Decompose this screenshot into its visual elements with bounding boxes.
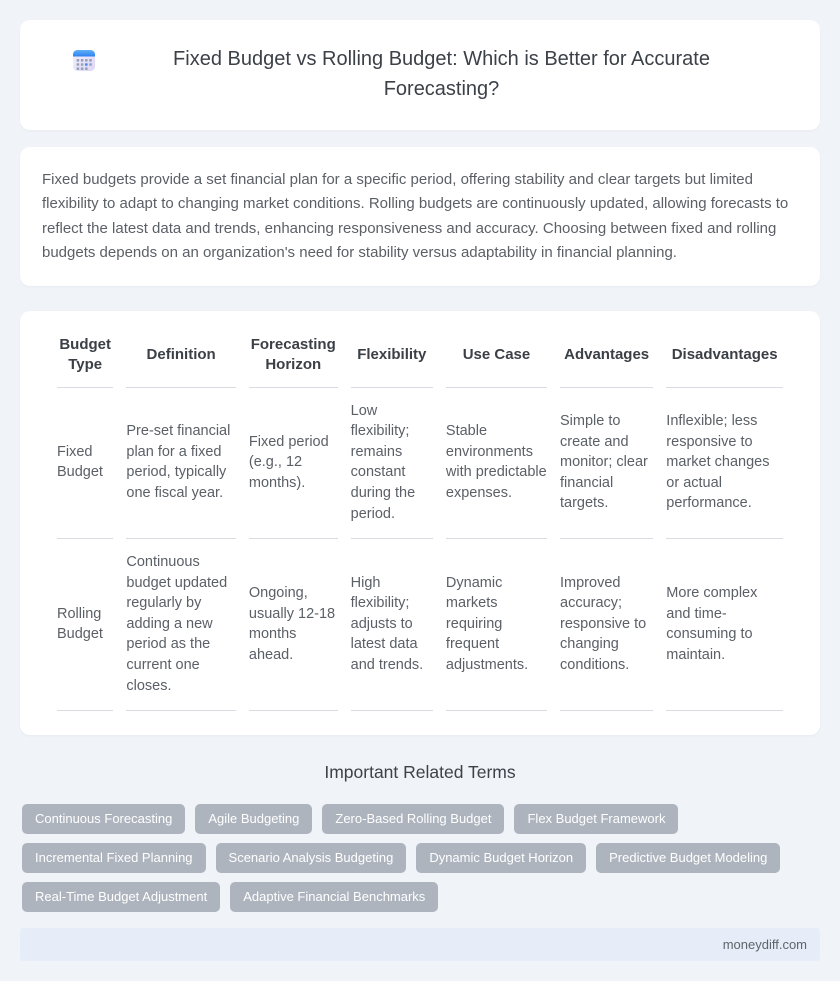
term-tag-adaptive-financial-benchmarks[interactable]: Adaptive Financial Benchmarks (230, 882, 438, 912)
column-header-budget-type: Budget Type (57, 331, 113, 388)
cell-forecasting-horizon: Ongoing, usually 12-18 months ahead. (249, 539, 338, 711)
cell-budget-type: Rolling Budget (57, 539, 113, 711)
column-header-disadvantages: Disadvantages (666, 331, 783, 388)
cell-disadvantages: More complex and time-consuming to maintain. (666, 539, 783, 711)
cell-flexibility: High flexibility; adjusts to latest data and trends. (351, 539, 433, 711)
intro-paragraph: Fixed budgets provide a set financial plan for a specific period, offering stability and clear targets but limited flexibility to adapt to changing market conditions. Rolling budgets are continuously updated, allowing forecasts to reflect the latest data and trends, enhancing responsiveness and accuracy. Choosing between fixed and rolling budgets depends on an organization's need for stability versus adaptability in financial planning. (42, 171, 789, 261)
cell-advantages: Simple to create and monitor; clear financial targets. (560, 388, 653, 539)
cell-advantages: Improved accuracy; responsive to changing conditions. (560, 539, 653, 711)
related-terms-heading: Important Related Terms (324, 762, 516, 783)
cell-forecasting-horizon: Fixed period (e.g., 12 months). (249, 388, 338, 539)
term-tag-continuous-forecasting[interactable]: Continuous Forecasting (22, 804, 185, 834)
term-tag-agile-budgeting[interactable]: Agile Budgeting (195, 804, 312, 834)
cell-budget-type: Fixed Budget (57, 388, 113, 539)
footer-bar (20, 928, 820, 961)
table-row-fixed-budget (57, 388, 783, 539)
term-tag-incremental-fixed-planning[interactable]: Incremental Fixed Planning (22, 843, 206, 873)
related-terms-list (20, 804, 820, 912)
calendar-icon (71, 47, 97, 78)
page-title: Fixed Budget vs Rolling Budget: Which is Better for Accurate Forecasting? (173, 48, 710, 100)
term-tag-predictive-budget-modeling[interactable]: Predictive Budget Modeling (596, 843, 780, 873)
site-name: moneydiff.com (722, 937, 807, 953)
column-header-advantages: Advantages (560, 331, 653, 388)
table-row-rolling-budget (57, 539, 783, 711)
column-header-use-case: Use Case (446, 331, 547, 388)
comparison-table-card (20, 311, 820, 735)
cell-use-case: Dynamic markets requiring frequent adjustments. (446, 539, 547, 711)
term-tag-zero-based-rolling-budget[interactable]: Zero-Based Rolling Budget (322, 804, 504, 834)
header-card (20, 20, 820, 130)
column-header-flexibility: Flexibility (351, 331, 433, 388)
table-header-row (57, 331, 783, 388)
term-tag-dynamic-budget-horizon[interactable]: Dynamic Budget Horizon (416, 843, 586, 873)
term-tag-scenario-analysis-budgeting[interactable]: Scenario Analysis Budgeting (216, 843, 407, 873)
cell-use-case: Stable environments with predictable expenses. (446, 388, 547, 539)
term-tag-flex-budget-framework[interactable]: Flex Budget Framework (514, 804, 678, 834)
column-header-definition: Definition (126, 331, 236, 388)
intro-card (20, 147, 820, 286)
cell-definition: Pre-set financial plan for a fixed period, typically one fiscal year. (126, 388, 236, 539)
term-tag-real-time-budget-adjustment[interactable]: Real-Time Budget Adjustment (22, 882, 220, 912)
cell-definition: Continuous budget updated regularly by adding a new period as the current one closes. (126, 539, 236, 711)
cell-flexibility: Low flexibility; remains constant during the period. (351, 388, 433, 539)
comparison-table (44, 331, 796, 711)
cell-disadvantages: Inflexible; less responsive to market changes or actual performance. (666, 388, 783, 539)
column-header-forecasting-horizon: Forecasting Horizon (249, 331, 338, 388)
